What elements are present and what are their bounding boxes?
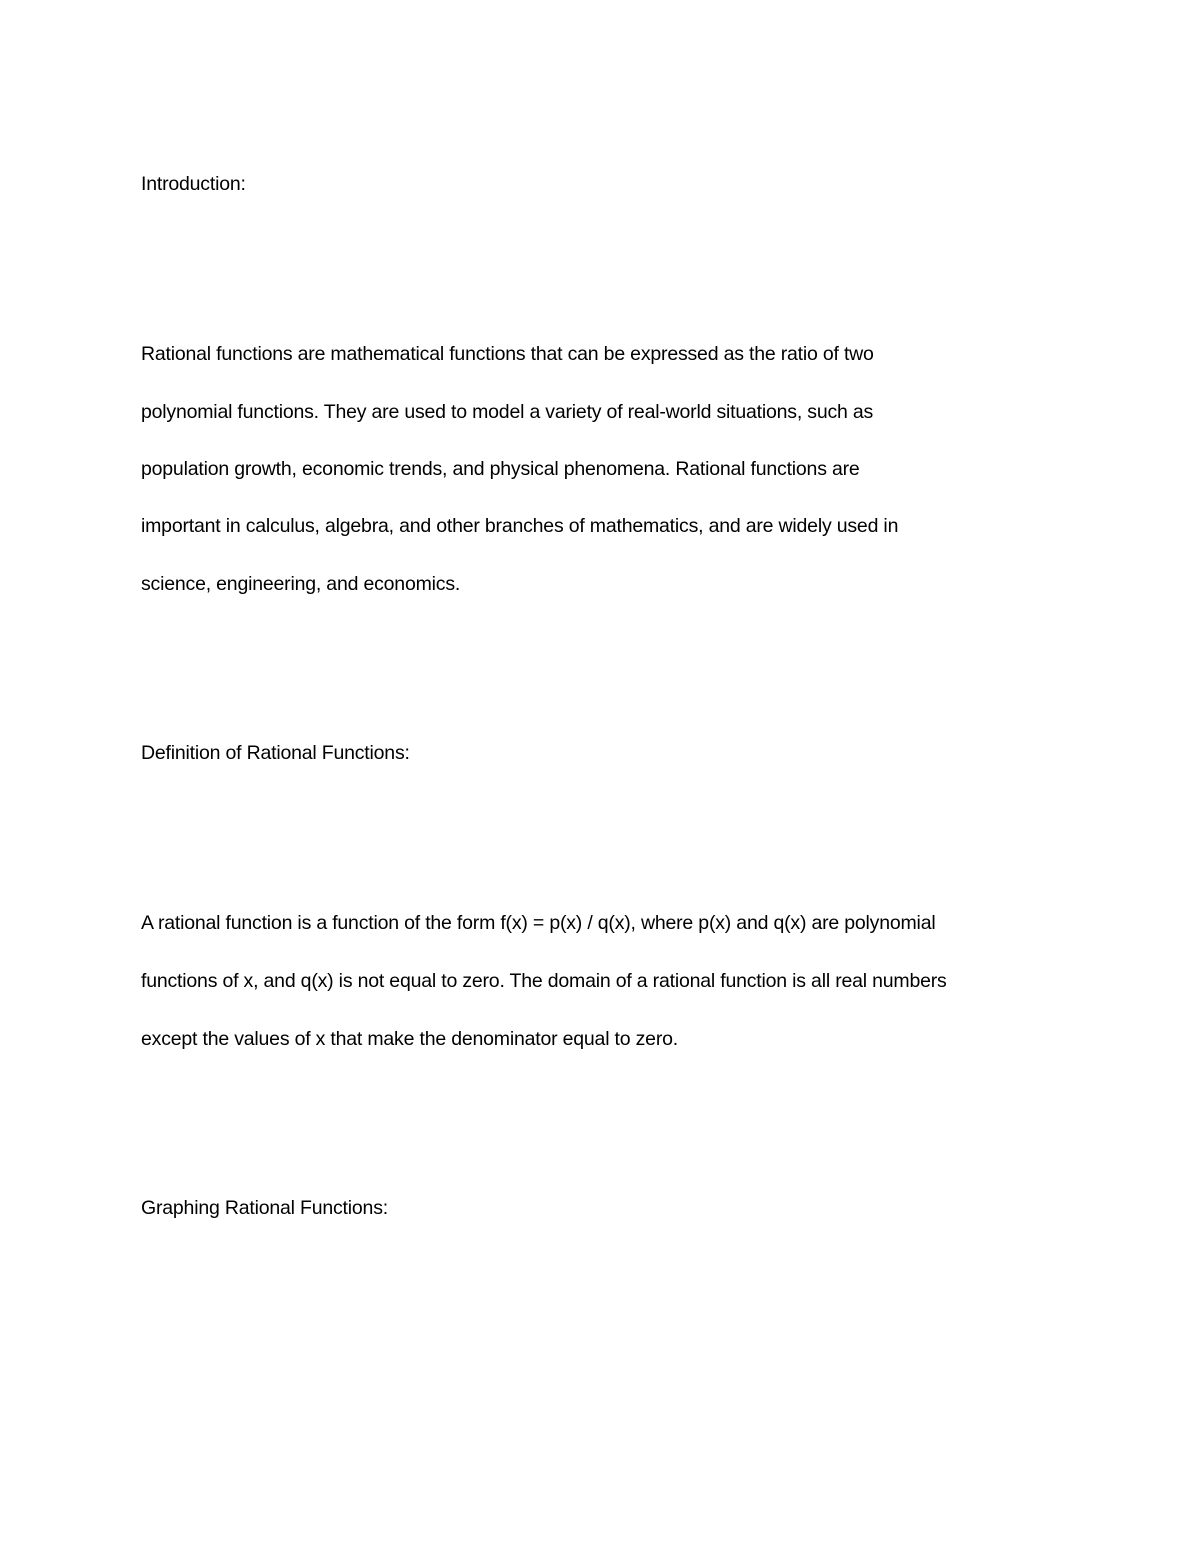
paragraph-line: important in calculus, algebra, and other branches of mathematics, and are widely used in: [141, 515, 899, 537]
section-heading-definition: Definition of Rational Functions:: [141, 742, 410, 764]
section-heading-graphing: Graphing Rational Functions:: [141, 1197, 388, 1219]
paragraph-line: polynomial functions. They are used to model a variety of real-world situations, such as: [141, 401, 874, 423]
paragraph-line: population growth, economic trends, and physical phenomena. Rational functions are: [141, 458, 860, 480]
paragraph-line: except the values of x that make the denominator equal to zero.: [141, 1028, 678, 1050]
paragraph-line: functions of x, and q(x) is not equal to zero. The domain of a rational function is all real numbers: [141, 970, 947, 992]
section-heading-introduction: Introduction:: [141, 173, 246, 195]
paragraph-line: A rational function is a function of the form f(x) = p(x) / q(x), where p(x) and q(x) are polynomial: [141, 912, 936, 934]
paragraph-line: Rational functions are mathematical functions that can be expressed as the ratio of two: [141, 343, 874, 365]
paragraph-line: science, engineering, and economics.: [141, 573, 461, 595]
